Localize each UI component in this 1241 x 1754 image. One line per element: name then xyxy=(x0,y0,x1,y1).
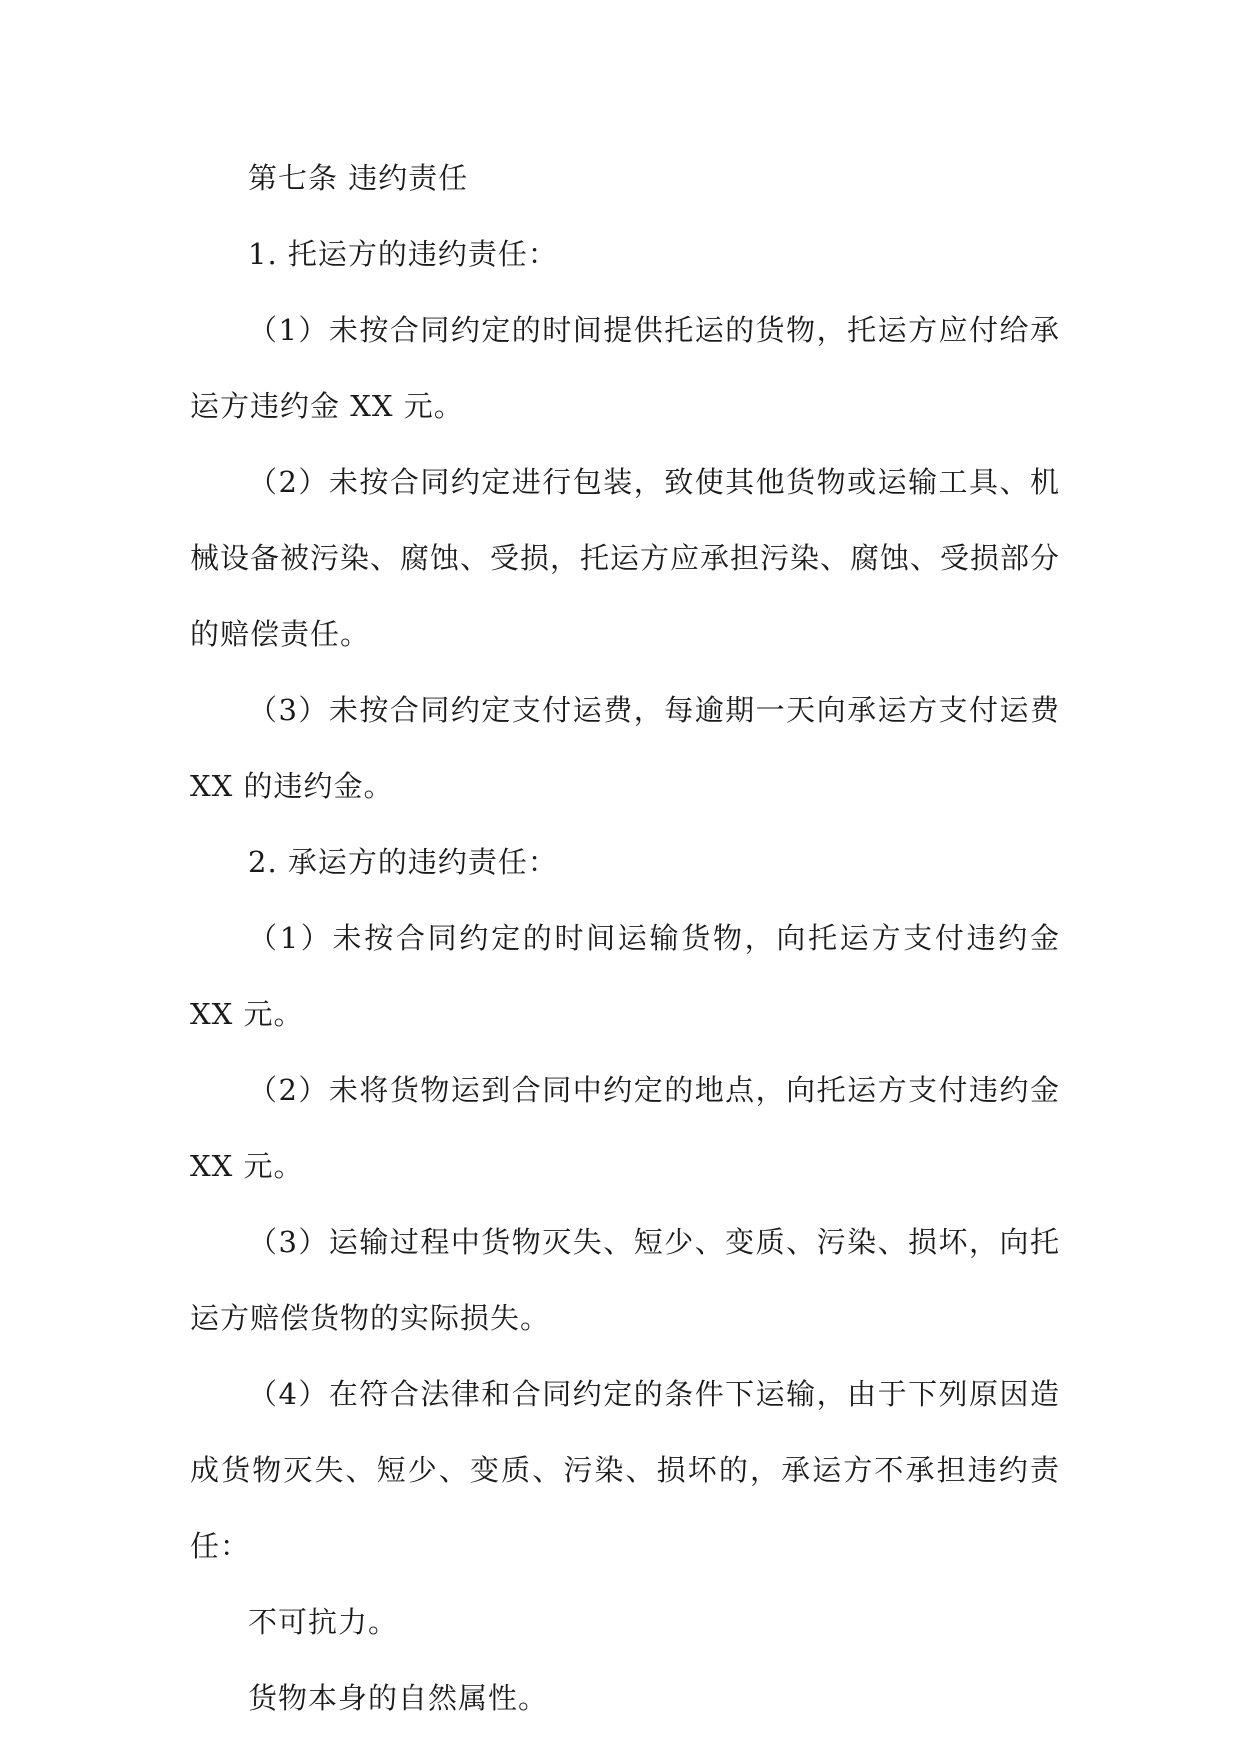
article-heading: 第七条 违约责任 xyxy=(248,161,469,195)
exemption-item-1: 不可抗力。 xyxy=(248,1605,399,1639)
section-heading-shipper: 1. 托运方的违约责任： xyxy=(248,237,558,271)
paragraph-shipper-2: （2）未按合同约定进行包装，致使其他货物或运输工具、机械设备被污染、腐蚀、受损，托运方应承担污染、腐蚀、受损部分的赔偿责任。 xyxy=(190,465,1061,651)
document-body xyxy=(190,140,1060,1736)
paragraph-shipper-3: （3）未按合同约定支付运费，每逾期一天向承运方支付运费 XX 的违约金。 xyxy=(190,693,1060,803)
paragraph-carrier-2: （2）未将货物运到合同中约定的地点，向托运方支付违约金 XX 元。 xyxy=(190,1073,1060,1183)
paragraph-carrier-4: （4）在符合法律和合同约定的条件下运输，由于下列原因造成货物灭失、短少、变质、污染、损坏的，承运方不承担违约责任： xyxy=(190,1377,1060,1563)
exemption-item-2: 货物本身的自然属性。 xyxy=(248,1681,549,1715)
section-heading-carrier: 2. 承运方的违约责任： xyxy=(248,845,558,879)
paragraph-carrier-3: （3）运输过程中货物灭失、短少、变质、污染、损坏，向托运方赔偿货物的实际损失。 xyxy=(190,1225,1060,1335)
paragraph-shipper-1: （1）未按合同约定的时间提供托运的货物，托运方应付给承运方违约金 XX 元。 xyxy=(190,313,1060,423)
paragraph-carrier-1: （1）未按合同约定的时间运输货物，向托运方支付违约金 XX 元。 xyxy=(190,921,1060,1031)
